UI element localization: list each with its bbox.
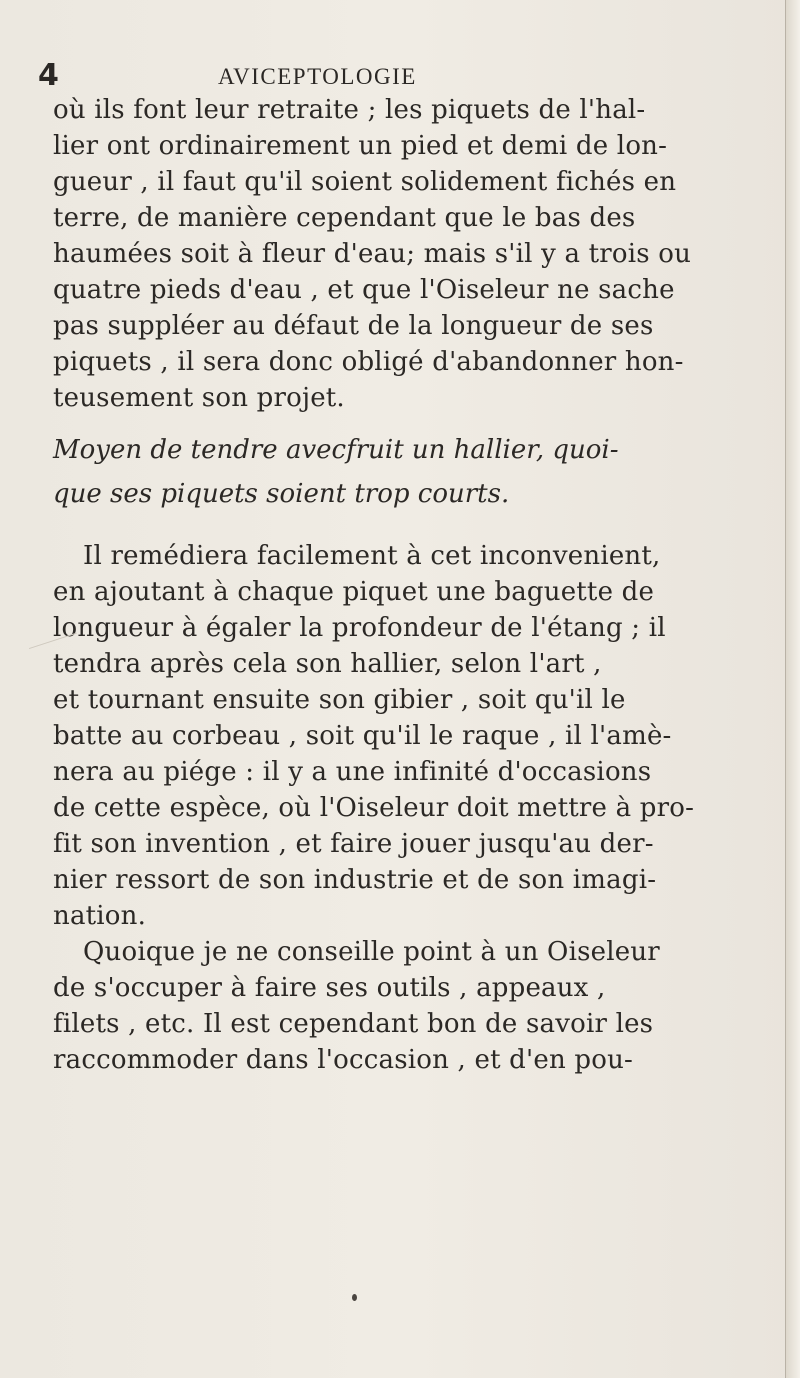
text-line: nier ressort de son industrie et de son imagi- [53,865,657,895]
text-line: teusement son projet. [53,383,345,413]
page-edge [785,0,800,1378]
body-text [53,92,785,1078]
text-line: fit son invention , et faire jouer jusqu'au der- [53,829,654,859]
text-line: quatre pieds d'eau , et que l'Oiseleur ne sache [53,275,675,305]
text-line: raccommoder dans l'occasion , et d'en pou- [53,1045,633,1075]
heading-line: que ses piquets soient trop courts. [53,479,510,509]
text-line: où ils font leur retraite ; les piquets de l'hal- [53,95,646,125]
text-line: filets , etc. Il est cependant bon de savoir les [53,1009,654,1039]
text-line: nera au piége : il y a une infinité d'occasions [53,757,652,787]
text-line: pas suppléer au défaut de la longueur de ses [53,311,654,341]
paragraph-2 [53,538,785,934]
text-line: nation. [53,901,147,931]
paragraph-3 [53,934,785,1078]
text-line: de cette espèce, où l'Oiseleur doit mettre à pro- [53,793,695,823]
text-line: Il remédiera facilement à cet inconvenient, [83,541,661,571]
text-line: en ajoutant à chaque piquet une baguette de [53,577,655,607]
text-line: batte au corbeau , soit qu'il le raque , il l'amè- [53,721,672,751]
section-heading [53,428,785,516]
ink-dot [352,1294,357,1301]
running-head: AVICEPTOLOGIE [218,64,417,89]
page-header [38,54,758,94]
paragraph-1 [53,92,785,416]
text-line: de s'occuper à faire ses outils , appeaux , [53,973,606,1003]
text-line: tendra après cela son hallier, selon l'art , [53,649,602,679]
heading-line: Moyen de tendre avecfruit un hallier, quoi- [53,435,619,465]
text-line: piquets , il sera donc obligé d'abandonner hon- [53,347,684,377]
text-line: Quoique je ne conseille point à un Oiseleur [83,937,660,967]
text-line: gueur , il faut qu'il soient solidement fichés en [53,167,677,197]
text-line: terre, de manière cependant que le bas des [53,203,636,233]
page-number: 4 [38,58,59,93]
text-line: et tournant ensuite son gibier , soit qu'il le [53,685,626,715]
text-line: longueur à égaler la profondeur de l'étang ; il [53,613,666,643]
text-line: haumées soit à fleur d'eau; mais s'il y a trois ou [53,239,692,269]
text-line: lier ont ordinairement un pied et demi de lon- [53,131,668,161]
